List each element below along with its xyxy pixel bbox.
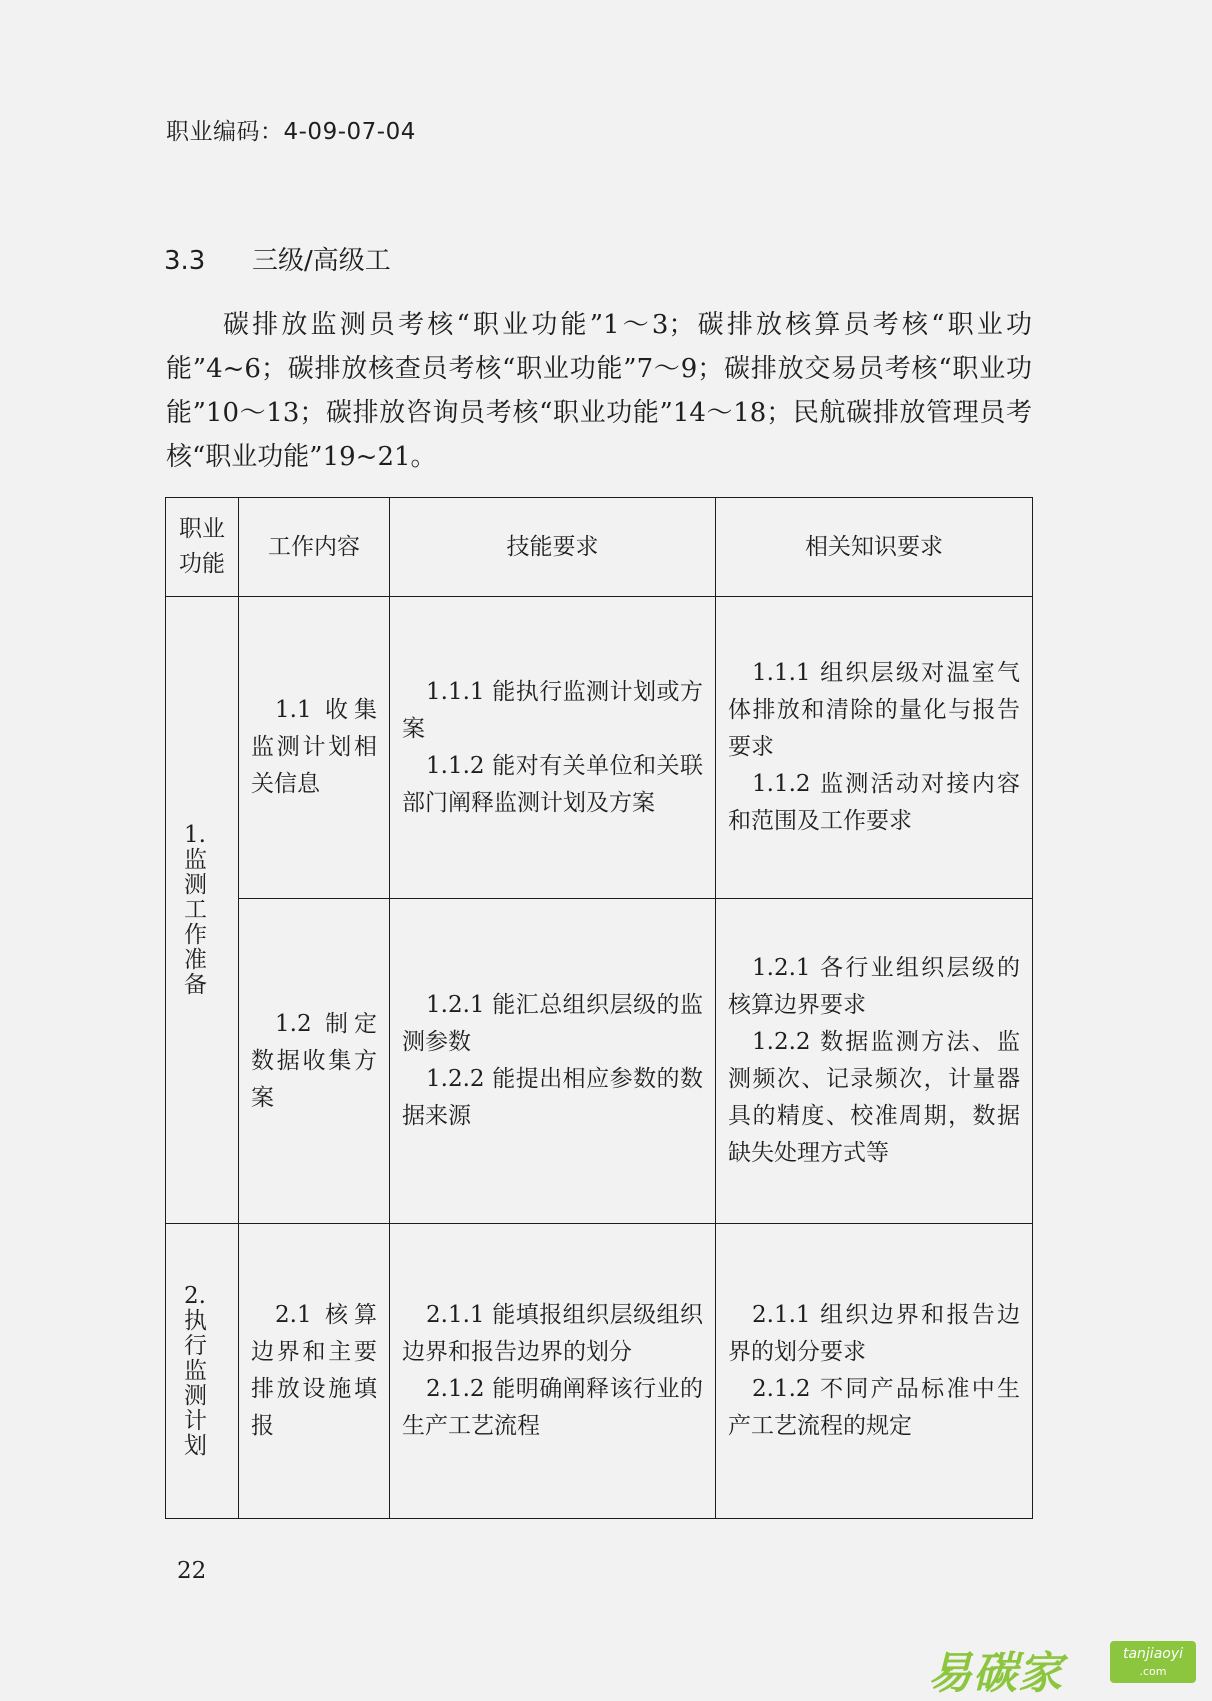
skill-item: 1.1.1 能执行监测计划或方案 xyxy=(402,678,703,742)
work-cell xyxy=(239,597,390,899)
watermark-domain-suffix: .com xyxy=(1139,1665,1167,1678)
skill-item: 1.1.2 能对有关单位和关联部门阐释监测计划及方案 xyxy=(402,752,703,816)
skill-item: 1.2.1 能汇总组织层级的监测参数 xyxy=(402,992,703,1055)
occupation-code: 职业编码：4-09-07-04 xyxy=(166,119,416,145)
function-label-1: 1. 监测工作准备 xyxy=(184,821,207,998)
knowledge-item: 1.1.1 组织层级对温室气体排放和清除的量化与报告要求 xyxy=(728,660,1020,760)
section-number: 3.3 xyxy=(164,246,206,276)
header-function xyxy=(166,498,239,597)
table-row xyxy=(166,597,1033,899)
requirements-table xyxy=(165,497,1033,1519)
table-row xyxy=(166,1224,1033,1519)
header-function-label: 职业功能 xyxy=(178,516,225,577)
function-cell-1 xyxy=(166,597,239,1224)
watermark-brand: 易碳家 xyxy=(928,1648,1063,1699)
work-text: 1.2 制定数据收集方案 xyxy=(251,1010,377,1111)
watermark-badge xyxy=(1110,1641,1196,1683)
knowledge-item: 1.2.2 数据监测方法、监测频次、记录频次，计量器具的精度、校准周期，数据缺失处理方式等 xyxy=(728,1029,1020,1166)
work-cell xyxy=(239,1224,390,1519)
skill-item: 2.1.2 能明确阐释该行业的生产工艺流程 xyxy=(402,1376,703,1439)
knowledge-item: 1.1.2 监测活动对接内容和范围及工作要求 xyxy=(728,771,1020,834)
knowledge-item: 2.1.1 组织边界和报告边界的划分要求 xyxy=(728,1302,1020,1365)
skills-cell xyxy=(390,899,716,1224)
intro-paragraph: 碳排放监测员考核“职业功能”1～3；碳排放核算员考核“职业功能”4~6；碳排放核查员考核“职业功能”7～9；碳排放交易员考核“职业功能”10～13；碳排放咨询员考核“职业功能”14～18；民航碳排放管理员考核“职业功能”19~21。 xyxy=(166,310,1032,472)
table-header-row xyxy=(166,498,1033,597)
function-label-2: 2. 执行监测计划 xyxy=(184,1282,207,1459)
section-heading xyxy=(164,240,391,277)
section-title: 三级/高级工 xyxy=(252,246,391,276)
header-skill-requirements: 技能要求 xyxy=(390,498,716,597)
function-cell-2 xyxy=(166,1224,239,1519)
work-text: 1.1 收集监测计划相关信息 xyxy=(251,697,377,797)
skill-item: 1.2.2 能提出相应参数的数据来源 xyxy=(402,1066,703,1129)
header-work-content: 工作内容 xyxy=(239,498,390,597)
knowledge-cell xyxy=(716,899,1033,1224)
work-text: 2.1 核算边界和主要排放设施填报 xyxy=(251,1302,377,1439)
knowledge-item: 2.1.2 不同产品标准中生产工艺流程的规定 xyxy=(728,1376,1020,1439)
work-cell xyxy=(239,899,390,1224)
page-number: 22 xyxy=(177,1558,207,1584)
knowledge-cell xyxy=(716,1224,1033,1519)
watermark-domain: tanjiaoyi xyxy=(1122,1646,1184,1662)
table-row xyxy=(166,899,1033,1224)
knowledge-item: 1.2.1 各行业组织层级的核算边界要求 xyxy=(728,955,1020,1018)
skill-item: 2.1.1 能填报组织层级组织边界和报告边界的划分 xyxy=(402,1302,703,1365)
watermark-logo xyxy=(928,1633,1198,1699)
knowledge-cell xyxy=(716,597,1033,899)
skills-cell xyxy=(390,597,716,899)
header-knowledge-requirements: 相关知识要求 xyxy=(716,498,1033,597)
skills-cell xyxy=(390,1224,716,1519)
